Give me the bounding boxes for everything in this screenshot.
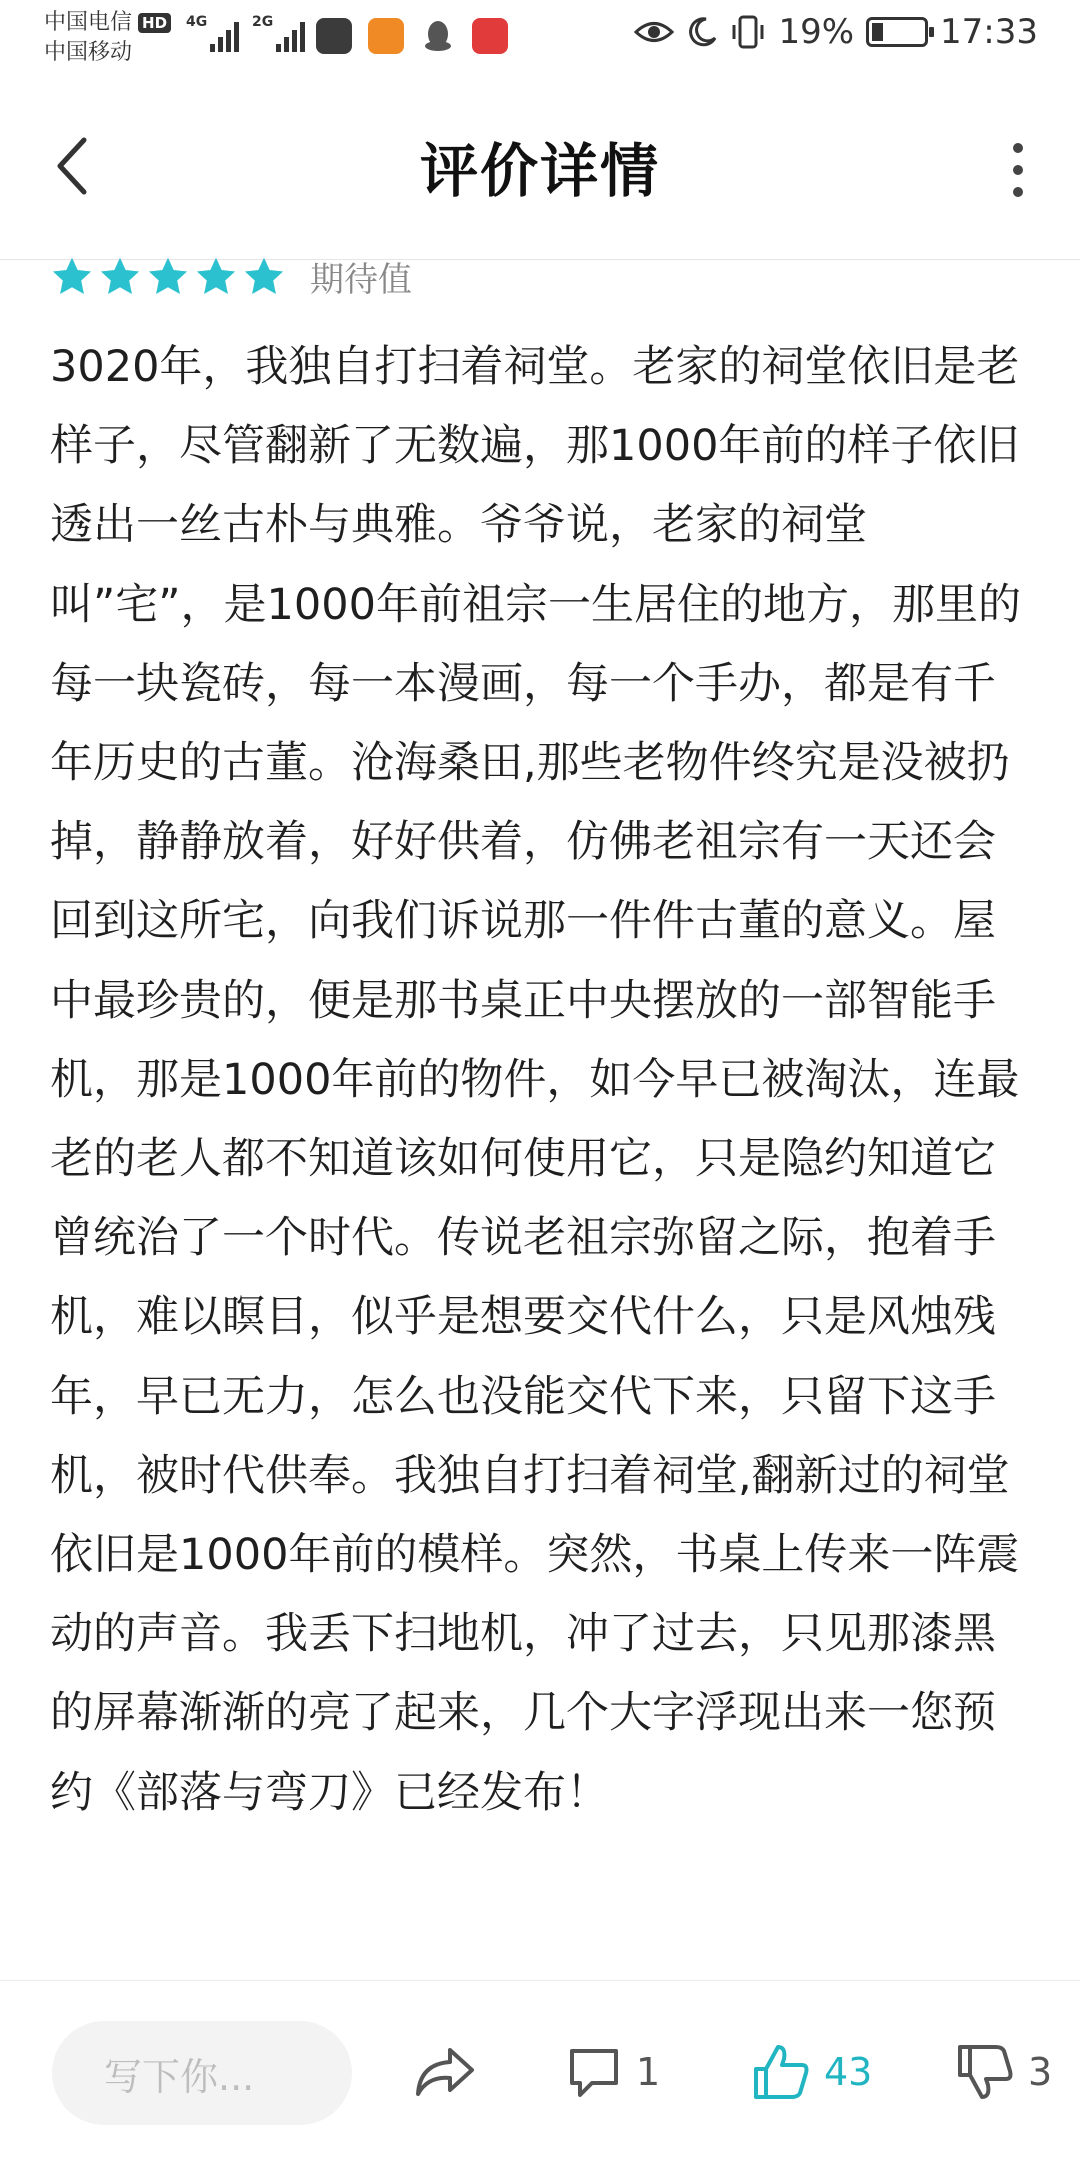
huawei-app-icon bbox=[316, 18, 352, 54]
more-dot bbox=[1013, 143, 1023, 153]
share-icon bbox=[414, 2044, 476, 2100]
more-dot bbox=[1013, 187, 1023, 197]
dislike-button[interactable] bbox=[956, 2027, 1052, 2117]
vibrate-icon bbox=[730, 15, 766, 49]
video-app-icon bbox=[368, 18, 404, 54]
notification-icons bbox=[316, 18, 508, 54]
hd-badge: HD bbox=[138, 13, 171, 33]
star-icon bbox=[50, 255, 94, 299]
status-bar bbox=[0, 0, 1080, 72]
comment-icon bbox=[566, 2045, 622, 2099]
star-rating bbox=[50, 255, 286, 299]
battery-percent: 19% bbox=[778, 12, 855, 52]
like-button[interactable] bbox=[752, 2027, 872, 2117]
signal-2g-icon: 2G bbox=[252, 14, 305, 52]
thumbs-up-icon bbox=[752, 2043, 810, 2101]
app-header bbox=[0, 72, 1080, 260]
comment-count: 1 bbox=[636, 2050, 661, 2094]
battery-icon bbox=[866, 17, 928, 47]
page-title: 评价详情 bbox=[419, 137, 660, 205]
star-icon bbox=[242, 255, 286, 299]
share-button[interactable] bbox=[414, 2027, 476, 2117]
status-right bbox=[634, 12, 1038, 52]
comment-input[interactable]: 写下你... bbox=[52, 2021, 352, 2125]
star-icon bbox=[98, 255, 142, 299]
more-dot bbox=[1013, 165, 1023, 175]
like-count: 43 bbox=[824, 2050, 873, 2094]
review-text: 3020年，我独自打扫着祠堂。老家的祠堂依旧是老样子，尽管翻新了无数遍，那1000年前的样子依旧透出一丝古朴与典雅。爷爷说，老家的祠堂叫”宅”，是1000年前祖宗一生居住的地方，那里的每一块瓷砖，每一本漫画，每一个手办，都是有千年历史的古董。沧海桑田,那些老物件终究是没被扔掉，静静放着，好好供着，仿佛老祖宗有一天还会回到这所宅，向我们诉说那一件件古董的意义。屋中最珍贵的，便是那书桌正中央摆放的一部智能手机，那是1000年前的物件，如今早已被淘汰，连最老的老人都不知道该如何使用它，只是隐约知道它曾统治了一个时代。传说老祖宗弥留之际，抱着手机，难以瞑目，似乎是想要交代什么，只是风烛残年，早已无力，怎么也没能交代下来，只留下这手机，被时代供奉。我独自打扫着祠堂,翻新过的祠堂依旧是1000年前的模样。突然，书桌上传来一阵震动的声音。我丢下扫地机，冲了过去，只见那漆黑的屏幕渐渐的亮了起来，几个大字浮现出来一您预约《部落与弯刀》已经发布！ bbox=[50, 342, 1021, 1818]
qq-icon bbox=[420, 18, 456, 54]
carrier-info bbox=[44, 8, 171, 68]
rating-row bbox=[50, 252, 412, 301]
thumbs-down-icon bbox=[956, 2043, 1014, 2101]
rating-label: 期待值 bbox=[310, 260, 412, 300]
signal-4g-icon: 4G bbox=[186, 14, 239, 52]
huawei-store-icon bbox=[472, 18, 508, 54]
more-options-button[interactable] bbox=[998, 130, 1038, 210]
star-icon bbox=[194, 255, 238, 299]
carrier-2: 中国移动 bbox=[44, 40, 133, 65]
bottom-action-bar bbox=[0, 1980, 1080, 2160]
carrier-1: 中国电信 bbox=[44, 10, 133, 35]
comment-button[interactable] bbox=[566, 2027, 660, 2117]
star-icon bbox=[146, 255, 190, 299]
eye-icon bbox=[634, 19, 674, 45]
dislike-count: 3 bbox=[1028, 2050, 1053, 2094]
clock: 17:33 bbox=[940, 12, 1038, 52]
moon-icon bbox=[686, 16, 718, 48]
